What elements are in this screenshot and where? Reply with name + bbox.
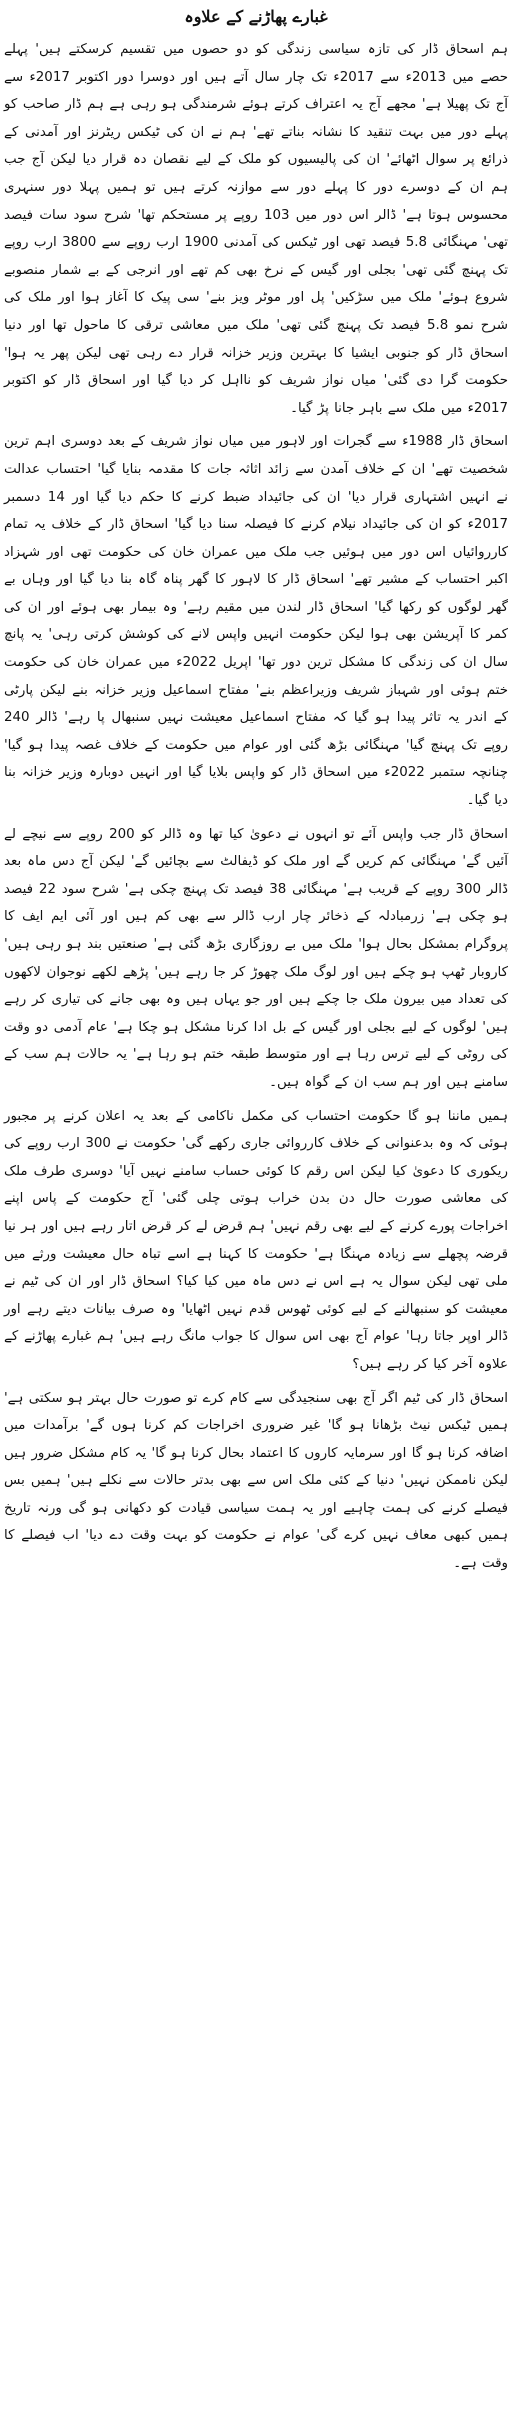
article-body xyxy=(4,36,508,1578)
article-headline: غبارے پھاڑنے کے علاوہ xyxy=(184,7,328,26)
article-paragraph: اسحاق ڈار 1988ء سے گجرات اور لاہور میں میاں نواز شریف کے بعد دوسری اہم ترین شخصیت تھے' ان کے خلاف آمدن سے زائد اثاثہ جات کا مقدمہ بنایا گیا' احتساب عدالت نے انہیں اشتہاری قرار دیا' ان کی جائیداد ضبط کرنے کا حکم دیا گیا اور 14 دسمبر 2017ء کو ان کی جائیداد نیلام کرنے کا فیصلہ سنا دیا گیا' اسحاق ڈار کے خلاف یہ تمام کارروائیاں اس دور میں ہوئیں جب ملک میں عمران خان کی حکومت تھی اور شہزاد اکبر احتساب کے مشیر تھے' اسحاق ڈار کا لاہور کا گھر پناہ گاہ بنا دیا گیا اور وہاں بے گھر لوگوں کو رکھا گیا' اسحاق ڈار لندن میں مقیم رہے' وہ بیمار بھی ہوئے اور ان کی کمر کا آپریشن بھی ہوا لیکن حکومت انہیں واپس لانے کی کوشش کرتی رہی' یہ پانچ سال ان کی زندگی کا مشکل ترین دور تھا' اپریل 2022ء میں عمران خان کی حکومت ختم ہوئی اور شہباز شریف وزیراعظم بنے' مفتاح اسماعیل وزیر خزانہ بنے لیکن پارٹی کے اندر یہ تاثر پیدا ہو گیا کہ مفتاح اسماعیل معیشت نہیں سنبھال پا رہے' ڈالر 240 روپے تک پہنچ گیا' مہنگائی بڑھ گئی اور عوام میں حکومت کے خلاف غصہ پیدا ہو گیا' چنانچہ ستمبر 2022ء میں اسحاق ڈار کو واپس بلایا گیا اور انہیں دوبارہ وزیر خزانہ بنا دیا گیا۔ xyxy=(4,434,509,809)
article-paragraph: اسحاق ڈار کی ٹیم اگر آج بھی سنجیدگی سے کام کرے تو صورت حال بہتر ہو سکتی ہے' ہمیں ٹیکس نیٹ بڑھانا ہو گا' غیر ضروری اخراجات کم کرنا ہوں گے' برآمدات میں اضافہ کرنا ہو گا اور سرمایہ کاروں کا اعتماد بحال کرنا ہو گا' یہ کام مشکل ضرور ہیں لیکن ناممکن نہیں' دنیا کے کئی ملک اس سے بھی بدتر حالات سے نکلے ہیں' ہمیں بس فیصلے کرنے کی ہمت چاہیے اور یہ ہمت سیاسی قیادت کو دکھانی ہو گی ورنہ تاریخ ہمیں کبھی معاف نہیں کرے گی' عوام نے حکومت کو بہت وقت دے دیا' اب فیصلے کا وقت ہے۔ xyxy=(4,1390,508,1572)
article-paragraph: اسحاق ڈار جب واپس آئے تو انہوں نے دعویٰ کیا تھا وہ ڈالر کو 200 روپے سے نیچے لے آئیں گے' مہنگائی کم کریں گے اور ملک کو ڈیفالٹ سے بچائیں گے' لیکن آج دس ماہ بعد ڈالر 300 روپے کے قریب ہے' مہنگائی 38 فیصد تک پہنچ چکی ہے' شرح سود 22 فیصد ہو چکی ہے' زرمبادلہ کے ذخائر چار ارب ڈالر سے بھی کم ہیں اور آئی ایم ایف کا پروگرام بمشکل بحال ہوا' ملک میں بے روزگاری بڑھ گئی ہے' صنعتیں بند ہو رہی ہیں' کاروبار ٹھپ ہو چکے ہیں اور لوگ ملک چھوڑ کر جا رہے ہیں' پڑھے لکھے نوجوان لاکھوں کی تعداد میں بیرون ملک جا چکے ہیں اور جو یہاں ہیں وہ بھی جانے کی تیاری کر رہے ہیں' لوگوں کے لیے بجلی اور گیس کے بل ادا کرنا مشکل ہو چکا ہے' عام آدمی دو وقت کی روٹی کے لیے ترس رہا ہے اور متوسط طبقہ ختم ہو رہا ہے' یہ حالات ہم سب کے سامنے ہیں اور ہم سب ان کے گواہ ہیں۔ xyxy=(4,826,508,1090)
article-paragraph: ہمیں ماننا ہو گا حکومت احتساب کی مکمل ناکامی کے بعد یہ اعلان کرنے پر مجبور ہوئی کہ وہ بدعنوانی کے خلاف کارروائی جاری رکھے گی' حکومت نے 300 ارب روپے کی ریکوری کا دعویٰ کیا لیکن اس رقم کا کوئی حساب سامنے نہیں آیا' دوسری طرف ملک کی معاشی صورت حال دن بدن خراب ہوتی چلی گئی' آج حکومت کے پاس اپنے اخراجات پورے کرنے کے لیے بھی رقم نہیں' ہم قرض لے کر قرض اتار رہے ہیں اور ہر نیا قرضہ پچھلے سے زیادہ مہنگا ہے' حکومت کا کہنا ہے اسے تباہ حال معیشت ورثے میں ملی تھی لیکن سوال یہ ہے اس نے دس ماہ میں کیا کیا؟ اسحاق ڈار اور ان کی ٹیم نے معیشت کو سنبھالنے کے لیے کوئی ٹھوس قدم نہیں اٹھایا' وہ صرف بیانات دیتے رہے اور ڈالر اوپر جاتا رہا' عوام آج بھی اس سوال کا جواب مانگ رہے ہیں' ہم غبارے پھاڑنے کے علاوہ آخر کیا کر رہے ہیں؟ xyxy=(4,1108,509,1372)
article-paragraph: ہم اسحاق ڈار کی تازہ سیاسی زندگی کو دو حصوں میں تقسیم کرسکتے ہیں' پہلے حصے میں 2013ء سے 2017ء تک چار سال آتے ہیں اور دوسرا دور اکتوبر 2017ء سے آج تک پھیلا ہے' مجھے آج یہ اعتراف کرتے ہوئے شرمندگی ہو رہی ہے ہم ڈار صاحب کو پہلے دور میں بہت تنقید کا نشانہ بناتے تھے' ہم نے ان کی ٹیکس ریٹرنز اور آمدنی کے ذرائع پر سوال اٹھائے' ان کی پالیسیوں کو ملک کے لیے نقصان دہ قرار دیا لیکن آج جب ہم ان کے دوسرے دور کا پہلے دور سے موازنہ کرتے ہیں تو ہمیں پہلا دور سنہری محسوس ہوتا ہے' ڈالر اس دور میں 103 روپے پر مستحکم تھا' شرح سود سات فیصد تھی' مہنگائی 5.8 فیصد تھی اور ٹیکس کی آمدنی 1900 ارب روپے سے 3800 ارب روپے تک پہنچ گئی تھی' بجلی اور گیس کے نرخ بھی کم تھے اور انرجی کے بے شمار منصوبے شروع ہوئے' ملک میں سڑکیں' پل اور موٹر ویز بنے' سی پیک کا آغاز ہوا اور ملک کی شرح نمو 5.8 فیصد تک پہنچ گئی تھی' ملک میں معاشی ترقی کا ماحول تھا اور دنیا اسحاق ڈار کو جنوبی ایشیا کا بہترین وزیر خزانہ قرار دے رہی تھی لیکن پھر یہ ہوا' حکومت گرا دی گئی' میاں نواز شریف کو نااہل کر دیا گیا اور اسحاق ڈار کو اکتوبر 2017ء میں ملک سے باہر جانا پڑ گیا۔ xyxy=(4,42,509,416)
